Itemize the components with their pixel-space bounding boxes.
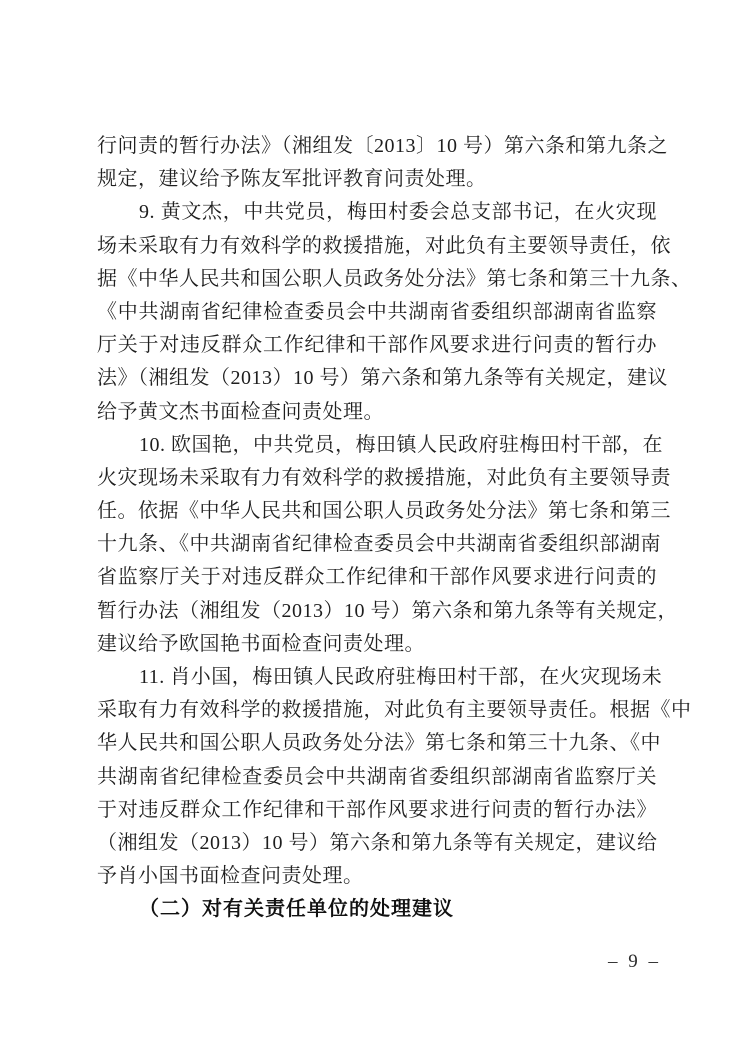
document-body — [97, 130, 692, 927]
text-line: 十九条、《中共湖南省纪律检查委员会中共湖南省委组织部湖南 — [97, 533, 661, 556]
text-line: 9. 黄文杰，中共党员，梅田村委会总支部书记，在火灾现 — [139, 201, 657, 224]
text-line: 省监察厅关于对违反群众工作纪律和干部作风要求进行问责的 — [97, 566, 657, 589]
text-line: 共湖南省纪律检查委员会中共湖南省委组织部湖南省监察厅关 — [97, 765, 657, 788]
text-line: （湘组发（2013）10 号）第六条和第九条等有关规定，建议给 — [97, 831, 658, 854]
text-line: 于对违反群众工作纪律和干部作风要求进行问责的暂行办法》 — [97, 798, 657, 821]
text-line: 据《中华人民共和国公职人员政务处分法》第七条和第三十九条、 — [97, 267, 692, 290]
text-line: 场未采取有力有效科学的救援措施，对此负有主要领导责任，依 — [97, 234, 671, 257]
text-line: 任。依据《中华人民共和国公职人员政务处分法》第七条和第三 — [97, 500, 671, 523]
text-line: 法》（湘组发（2013）10 号）第六条和第九条等有关规定，建议 — [97, 367, 668, 390]
text-line: 规定，建议给予陈友军批评教育问责处理。 — [97, 168, 487, 191]
text-line: 给予黄文杰书面检查问责处理。 — [97, 400, 384, 423]
text-line: 11. 肖小国，梅田镇人民政府驻梅田村干部，在火灾现场未 — [139, 666, 663, 688]
text-line: 《中共湖南省纪律检查委员会中共湖南省委组织部湖南省监察 — [97, 300, 657, 323]
section-heading: （二）对有关责任单位的处理建议 — [139, 898, 454, 921]
text-line: 予肖小国书面检查问责处理。 — [97, 865, 364, 888]
text-line: 华人民共和国公职人员政务处分法》第七条和第三十九条、《中 — [97, 732, 661, 755]
text-line: 厅关于对违反群众工作纪律和干部作风要求进行问责的暂行办 — [97, 334, 657, 357]
text-line: 行问责的暂行办法》（湘组发〔2013〕10 号）第六条和第九条之 — [97, 135, 668, 157]
text-line: 暂行办法（湘组发（2013）10 号）第六条和第九条等有关规定， — [97, 599, 678, 622]
text-line: 采取有力有效科学的救援措施，对此负有主要领导责任。根据《中 — [97, 699, 692, 722]
text-line: 10. 欧国艳，中共党员，梅田镇人民政府驻梅田村干部，在 — [139, 433, 663, 456]
text-line: 建议给予欧国艳书面检查问责处理。 — [97, 632, 425, 655]
text-line: 火灾现场未采取有力有效科学的救援措施，对此负有主要领导责 — [97, 466, 671, 489]
page-number: – 9 – — [608, 951, 661, 972]
